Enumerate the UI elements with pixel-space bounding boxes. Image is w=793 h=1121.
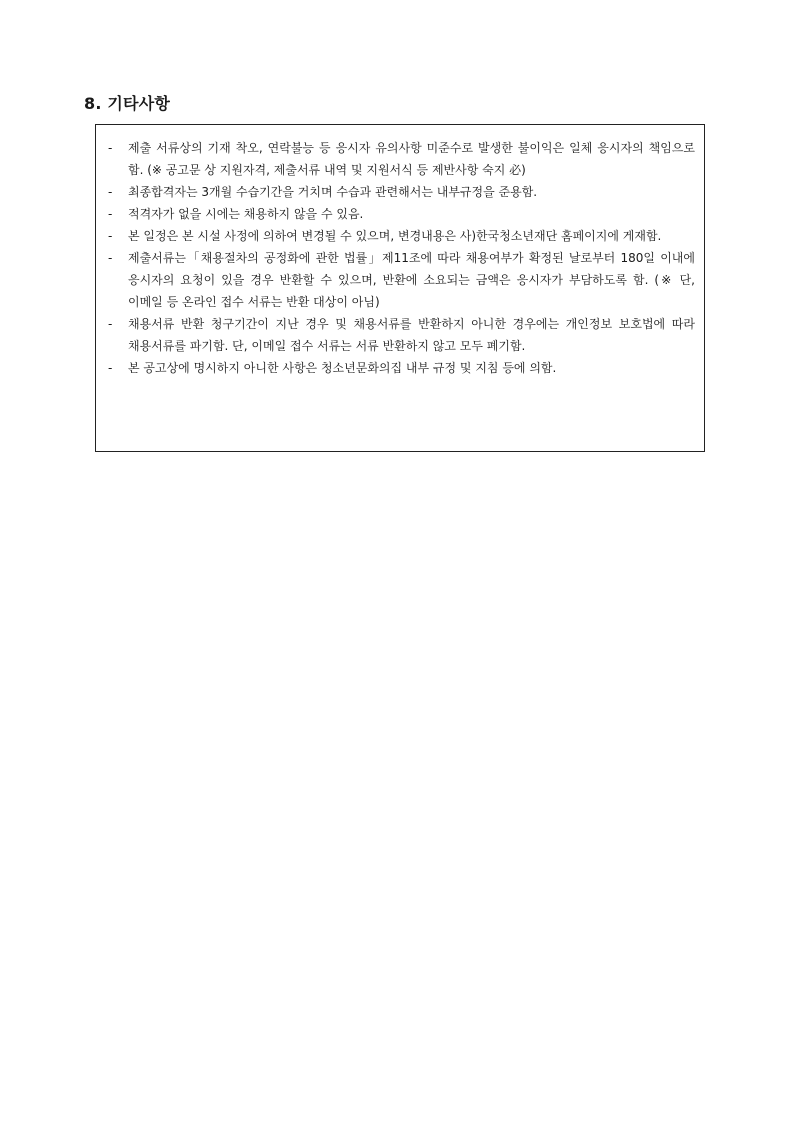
bullet-dash: - [108, 207, 113, 221]
notice-item-text: 본 공고상에 명시하지 아니한 사항은 청소년문화의집 내부 규정 및 지침 등에 의함. [128, 361, 557, 375]
section-title: 8. 기타사항 [84, 94, 171, 113]
notice-list [108, 137, 695, 379]
bullet-dash: - [108, 141, 113, 155]
notice-item [108, 181, 695, 203]
bullet-dash: - [108, 229, 113, 243]
notice-item-text: 제출서류는「채용절차의 공정화에 관한 법률」제11조에 따라 채용여부가 확정된 날로부터 180일 이내에 응시자의 요청이 있을 경우 반환할 수 있으며, 반환에 소요되는 금액은 응시자가 부담하도록 함. (※ 단, 이메일 등 온라인 접수 서류는 반환 대상이 아님) [128, 251, 695, 309]
notice-item-text: 최종합격자는 3개월 수습기간을 거치며 수습과 관련해서는 내부규정을 준용함. [128, 185, 538, 199]
notice-item-text: 적격자가 없을 시에는 채용하지 않을 수 있음. [128, 207, 364, 221]
notice-item-text: 본 일정은 본 시설 사정에 의하여 변경될 수 있으며, 변경내용은 사)한국청소년재단 홈페이지에 게재함. [128, 229, 662, 243]
bullet-dash: - [108, 251, 113, 265]
bullet-dash: - [108, 185, 113, 199]
notice-item [108, 313, 695, 357]
notice-box [95, 124, 705, 452]
notice-item-text: 제출 서류상의 기재 착오, 연락불능 등 응시자 유의사항 미준수로 발생한 불이익은 일체 응시자의 책임으로 함. (※ 공고문 상 지원자격, 제출서류 내역 및 지원서식 등 제반사항 숙지 必) [128, 141, 695, 177]
bullet-dash: - [108, 361, 113, 375]
notice-item [108, 225, 695, 247]
notice-item [108, 137, 695, 181]
notice-item-text: 채용서류 반환 청구기간이 지난 경우 및 채용서류를 반환하지 아니한 경우에는 개인정보 보호법에 따라 채용서류를 파기함. 단, 이메일 접수 서류는 서류 반환하지 않고 모두 폐기함. [128, 317, 695, 353]
notice-item [108, 203, 695, 225]
bullet-dash: - [108, 317, 113, 331]
notice-item [108, 247, 695, 313]
notice-item [108, 357, 695, 379]
